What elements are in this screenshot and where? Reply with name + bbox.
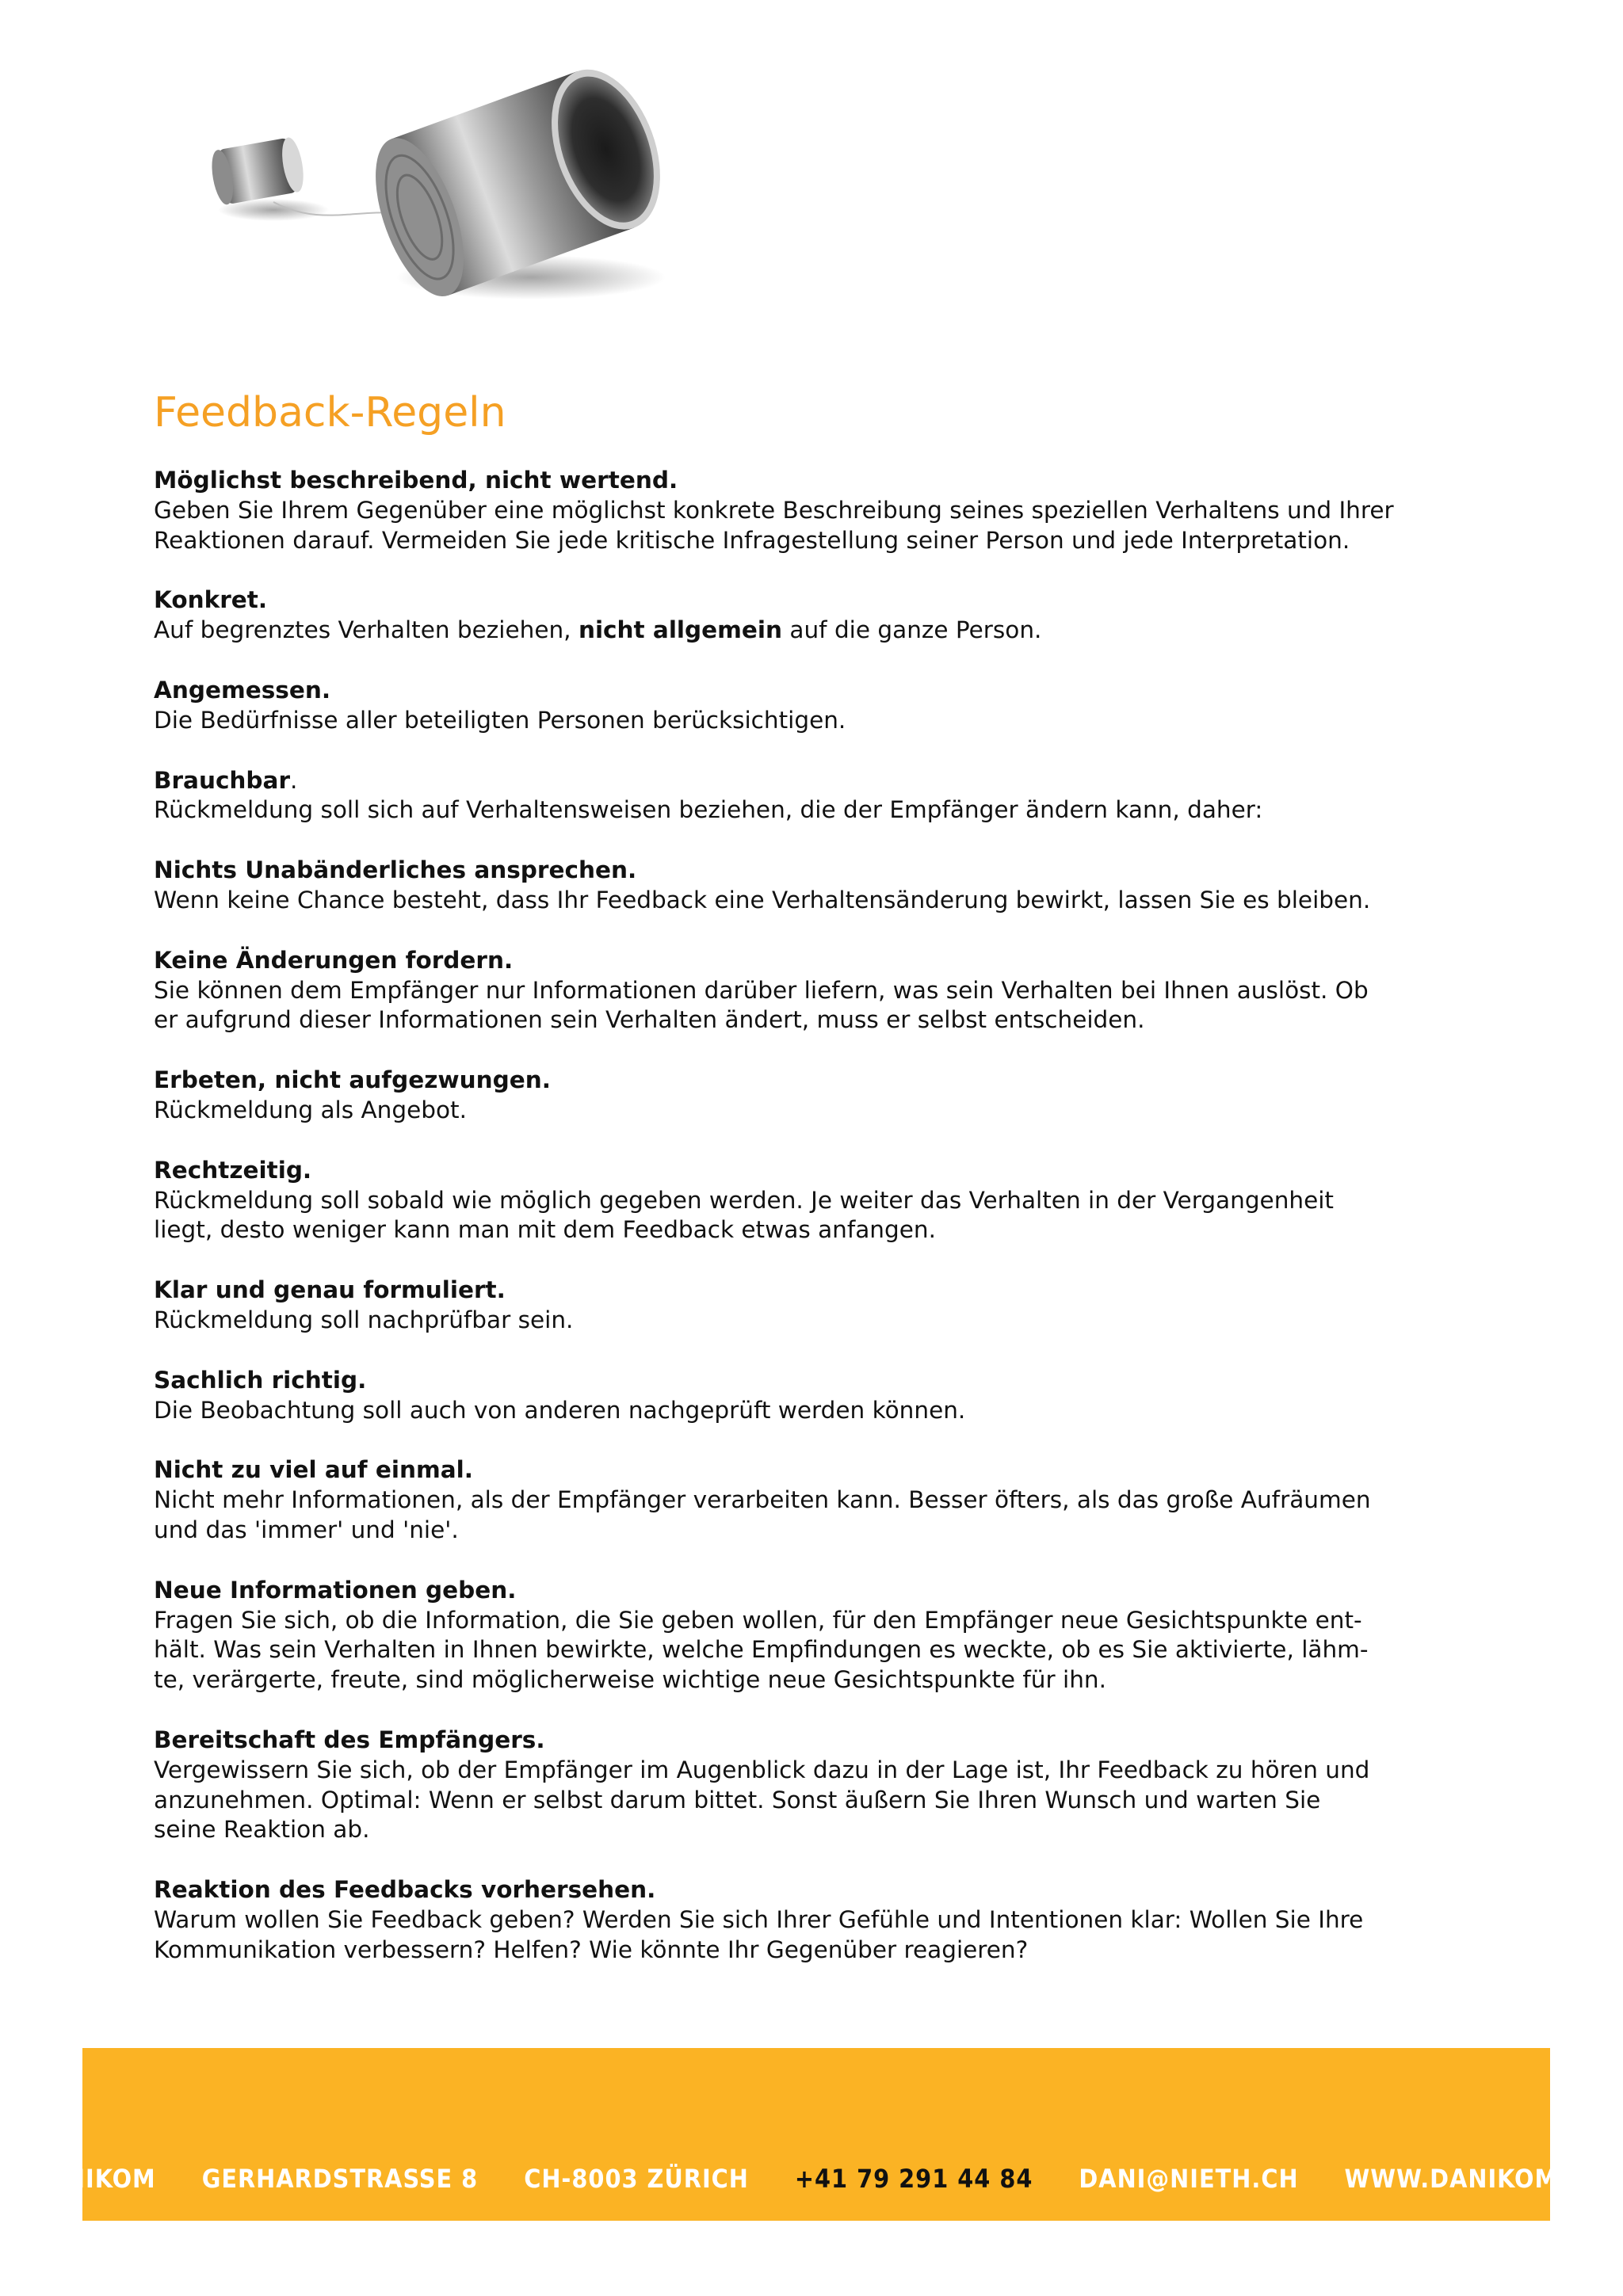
rule-text-emphasis: nicht allgemein — [578, 616, 783, 644]
rule-text-after: auf die ganze Person. — [782, 616, 1042, 644]
rule-text: Geben Sie Ihrem Gegenüber eine möglichst konkrete Beschreibung seines speziellen Verhaltens und Ihrer — [154, 496, 1394, 524]
rule-text: Vergewissern Sie sich, ob der Empfänger im Augenblick dazu in der Lage ist, Ihr Feedback zu hören und — [154, 1756, 1370, 1783]
rule-item — [154, 1576, 1485, 1695]
rule-item — [154, 1455, 1485, 1545]
rule-text: seine Reaktion ab. — [154, 1816, 370, 1844]
rule-text: Rückmeldung soll nachprüfbar sein. — [154, 1306, 574, 1333]
rule-item — [154, 466, 1485, 555]
rule-heading: Erbeten, nicht aufgezwungen. — [154, 1066, 552, 1094]
footer-website: WWW.DANIKOM.CH — [1344, 2164, 1606, 2194]
rule-heading: Brauchbar — [154, 766, 291, 794]
rule-heading: Reaktion des Feedbacks vorhersehen. — [154, 1876, 656, 1904]
rule-item — [154, 1276, 1485, 1336]
rules-list — [154, 466, 1485, 1995]
rule-text: Reaktionen darauf. Vermeiden Sie jede kritische Infragestellung seiner Person und jede Interpretation. — [154, 526, 1350, 554]
rule-heading: Keine Änderungen fordern. — [154, 946, 514, 974]
rule-text: Kommunikation verbessern? Helfen? Wie könnte Ihr Gegenüber reagieren? — [154, 1936, 1029, 1963]
rule-heading-suffix: . — [290, 766, 298, 794]
rule-text: Die Bedürfnisse aller beteiligten Personen berücksichtigen. — [154, 706, 846, 734]
footer-bar — [27, 2048, 1606, 2221]
rule-heading: Nichts Unabänderliches ansprechen. — [154, 856, 637, 884]
rule-heading-line — [154, 766, 1485, 796]
rule-heading: Klar und genau formuliert. — [154, 1276, 506, 1304]
page-title: Feedback-Regeln — [154, 389, 506, 437]
footer-company: DANIKOM — [27, 2164, 156, 2194]
rule-item — [154, 1156, 1485, 1245]
footer-contact — [27, 2163, 1606, 2195]
rule-text: Sie können dem Empfänger nur Informationen darüber liefern, was sein Verhalten bei Ihnen auslöst. Ob — [154, 976, 1369, 1004]
footer-phone: +41 79 291 44 84 — [794, 2164, 1033, 2194]
rule-item — [154, 1875, 1485, 1965]
rule-item — [154, 1366, 1485, 1426]
rule-item — [154, 1726, 1485, 1845]
rule-heading: Neue Informationen geben. — [154, 1576, 517, 1604]
rule-heading: Nicht zu viel auf einmal. — [154, 1456, 473, 1484]
footer-email: DANI@NIETH.CH — [1079, 2164, 1299, 2194]
rule-heading: Sachlich richtig. — [154, 1366, 367, 1394]
rule-text: Fragen Sie sich, ob die Information, die Sie geben wollen, für den Empfänger neue Gesichtspunkte ent- — [154, 1606, 1362, 1634]
rule-heading: Rechtzeitig. — [154, 1156, 312, 1184]
rule-heading: Möglichst beschreibend, nicht wertend. — [154, 467, 678, 494]
rule-text: Rückmeldung soll sich auf Verhaltensweisen beziehen, die der Empfänger ändern kann, daher: — [154, 796, 1263, 824]
tin-can-telephone-image — [198, 67, 674, 305]
rule-item — [154, 1066, 1485, 1126]
footer-street: GERHARDSTRASSE 8 — [201, 2164, 479, 2194]
rule-text: Wenn keine Chance besteht, dass Ihr Feedback eine Verhaltensänderung bewirkt, lassen Sie es bleiben. — [154, 886, 1371, 913]
footer-city: CH-8003 ZÜRICH — [524, 2164, 749, 2194]
rule-item — [154, 946, 1485, 1035]
rule-heading: Angemessen. — [154, 676, 331, 704]
rule-text: Warum wollen Sie Feedback geben? Werden Sie sich Ihrer Gefühle und Intentionen klar: Wollen Sie Ihre — [154, 1905, 1364, 1933]
rule-text: Die Beobachtung soll auch von anderen nachgeprüft werden können. — [154, 1396, 966, 1424]
rule-text: er aufgrund dieser Informationen sein Verhalten ändert, muss er selbst entscheiden. — [154, 1006, 1145, 1034]
rule-item — [154, 856, 1485, 916]
rule-text: Rückmeldung als Angebot. — [154, 1096, 467, 1123]
rule-text: Rückmeldung soll sobald wie möglich gegeben werden. Je weiter das Verhalten in der Vergangenheit — [154, 1186, 1335, 1214]
rule-item — [154, 676, 1485, 736]
rule-item — [154, 585, 1485, 646]
rule-text: hält. Was sein Verhalten in Ihnen bewirkte, welche Empfindungen es weckte, ob es Sie aktivierte, lähm- — [154, 1636, 1369, 1664]
rule-text — [154, 616, 1485, 646]
rule-text: anzunehmen. Optimal: Wenn er selbst darum bittet. Sonst äußern Sie Ihren Wunsch und warten Sie — [154, 1786, 1321, 1814]
rule-text: und das 'immer' und 'nie'. — [154, 1516, 459, 1543]
rule-item — [154, 766, 1485, 826]
rule-text: Nicht mehr Informationen, als der Empfänger verarbeiten kann. Besser öfters, als das große Aufräumen — [154, 1486, 1371, 1514]
rule-text: te, verärgerte, freute, sind möglicherweise wichtige neue Gesichtspunkte für ihn. — [154, 1666, 1106, 1694]
rule-heading: Konkret. — [154, 586, 268, 614]
rule-text-before: Auf begrenztes Verhalten beziehen, — [154, 616, 579, 644]
rule-text: liegt, desto weniger kann man mit dem Feedback etwas anfangen. — [154, 1216, 936, 1244]
rule-heading: Bereitschaft des Empfängers. — [154, 1726, 545, 1753]
